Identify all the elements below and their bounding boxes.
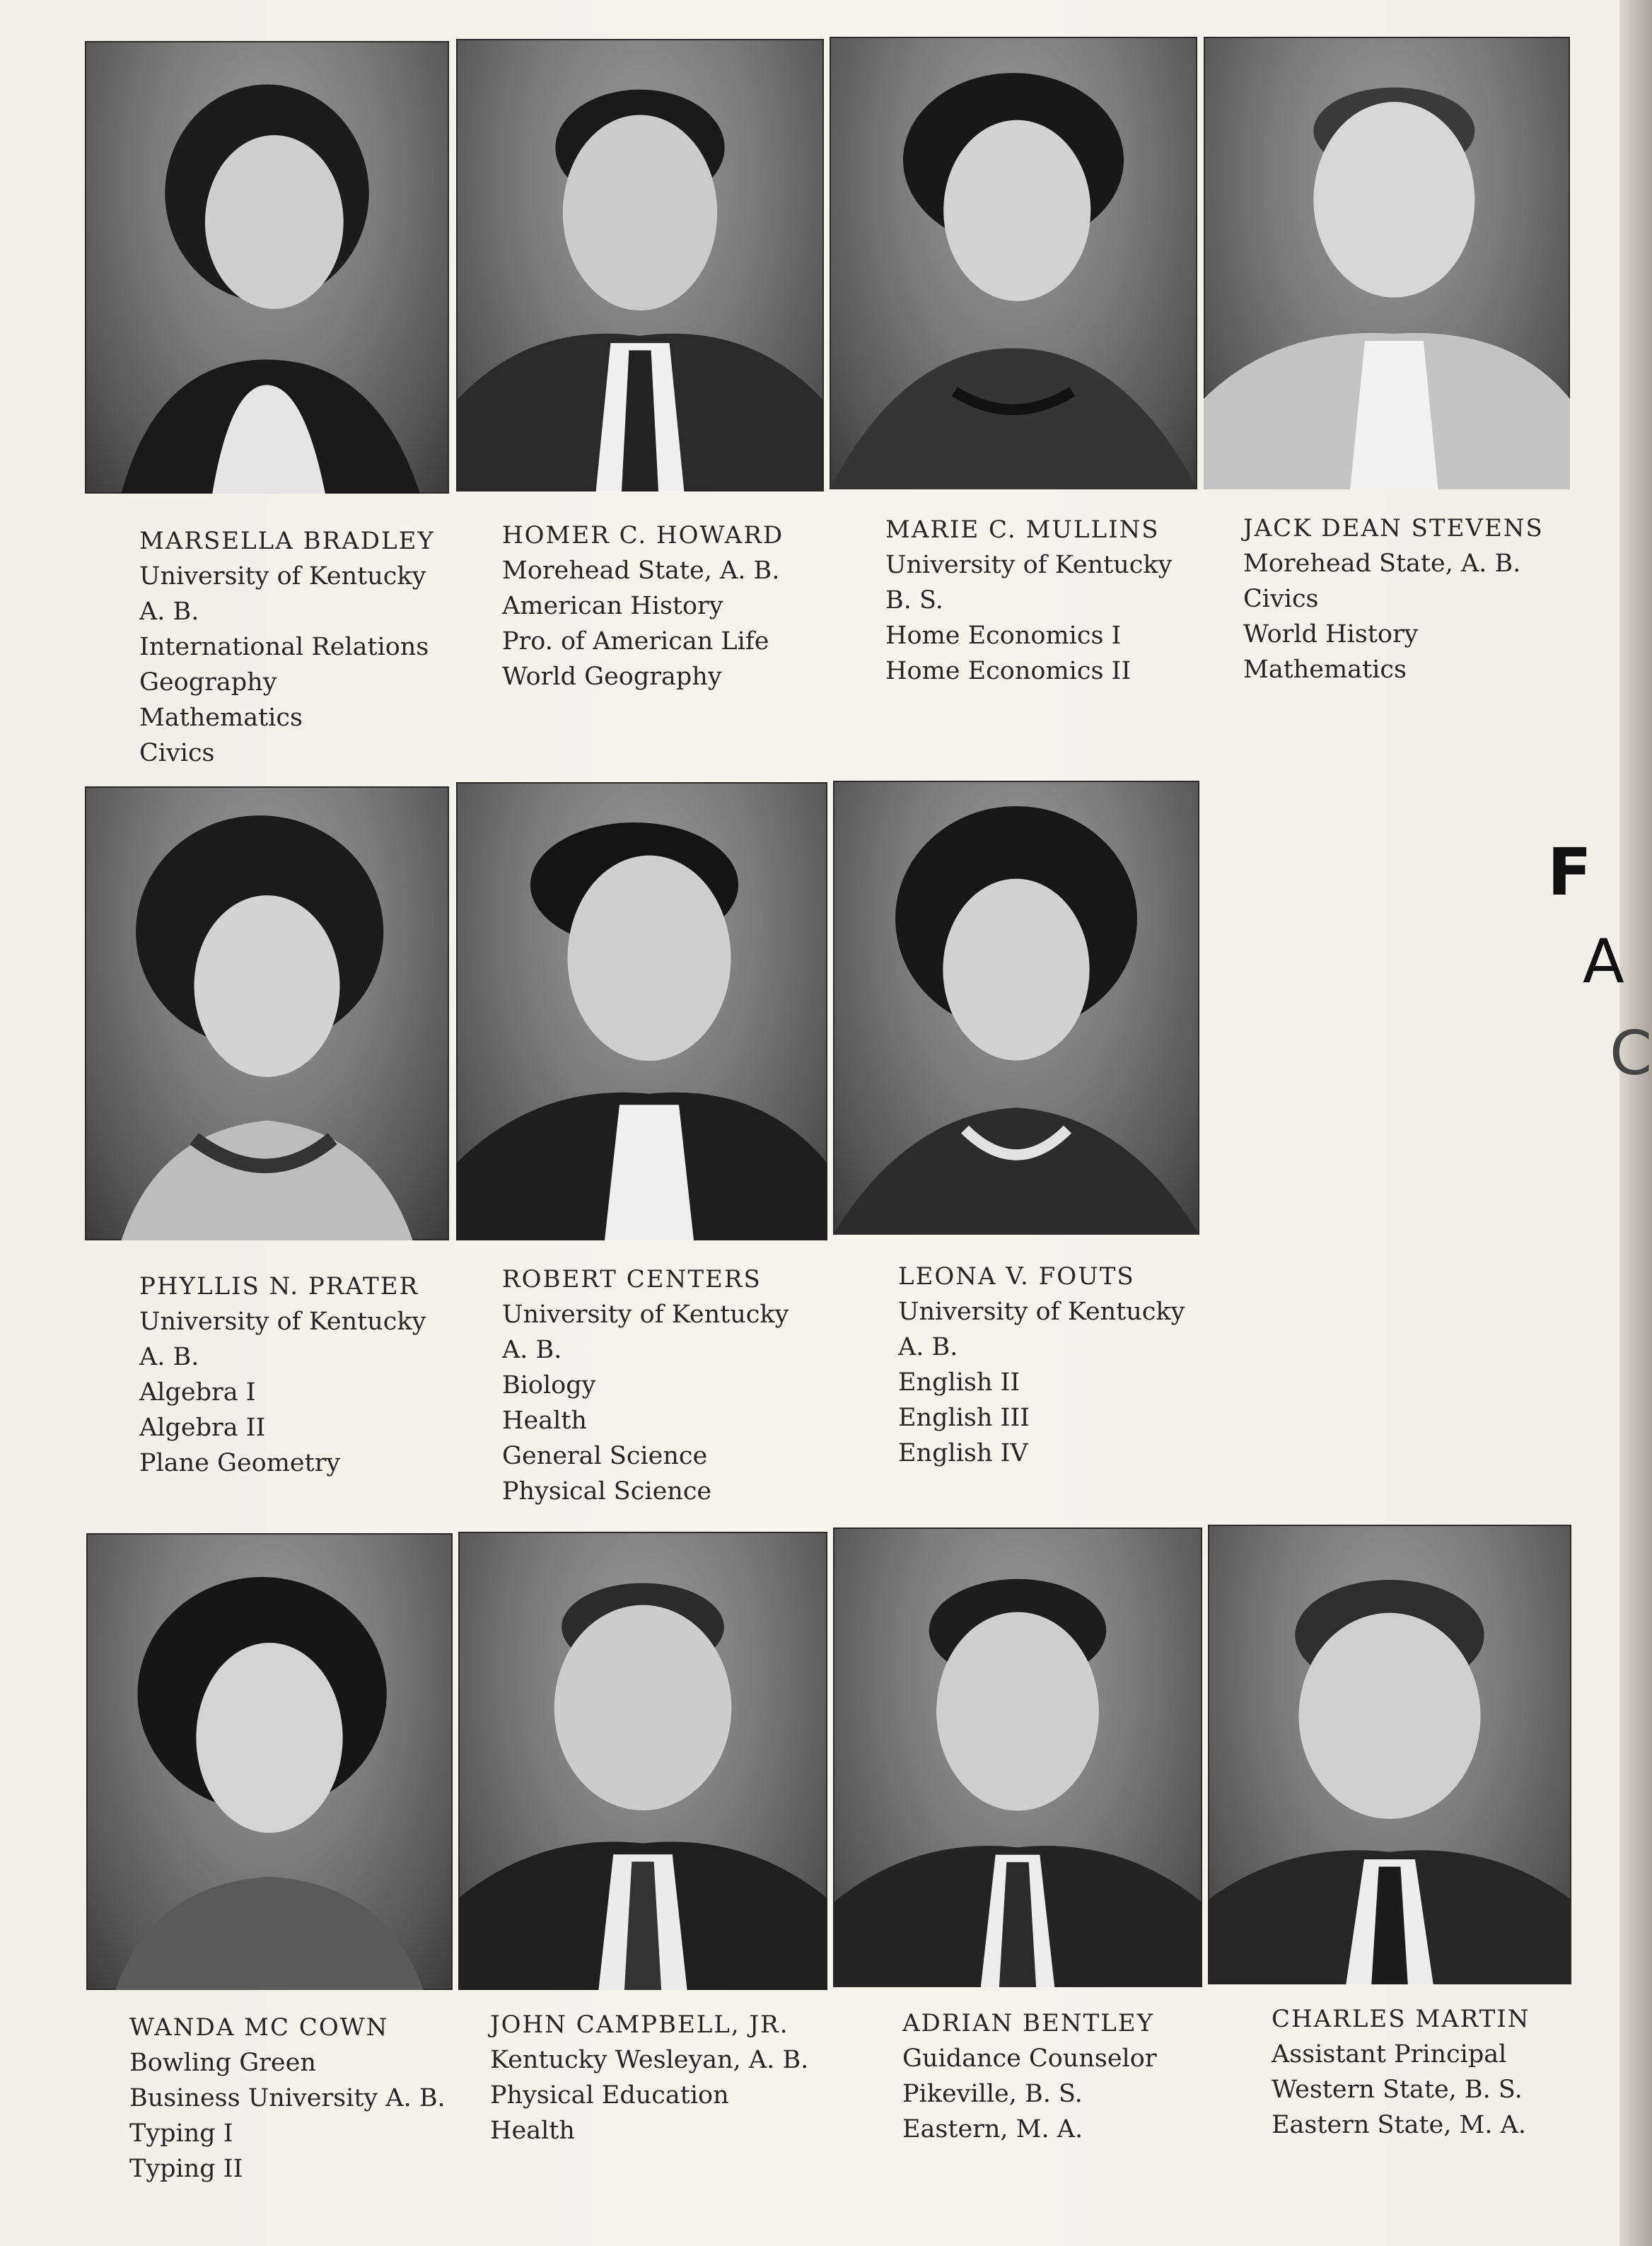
faculty-detail: General Science — [502, 1442, 708, 1470]
portrait-photo — [833, 1528, 1202, 1987]
faculty-detail: English II — [898, 1368, 1020, 1397]
faculty-detail: Physical Science — [502, 1477, 712, 1506]
faculty-name: ADRIAN BENTLEY — [902, 2009, 1155, 2037]
faculty-detail: Physical Education — [490, 2081, 729, 2110]
faculty-detail: Mathematics — [1243, 656, 1407, 684]
portrait-photo — [1208, 1525, 1571, 1984]
faculty-detail: A. B. — [898, 1333, 958, 1361]
faculty-name: MARIE C. MULLINS — [885, 516, 1160, 544]
faculty-name: MARSELLA BRADLEY — [139, 527, 435, 555]
faculty-detail: B. S. — [885, 586, 943, 615]
faculty-name: HOMER C. HOWARD — [502, 521, 784, 549]
portrait-photo — [458, 1532, 827, 1990]
portrait-photo — [85, 786, 449, 1240]
faculty-detail: Pikeville, B. S. — [902, 2080, 1083, 2108]
edge-letter-c: C — [1610, 1018, 1652, 1089]
faculty-detail: Assistant Principal — [1272, 2040, 1507, 2068]
faculty-detail: University of Kentucky — [502, 1301, 789, 1329]
faculty-detail: Algebra I — [139, 1378, 256, 1407]
edge-letter-a: A — [1583, 926, 1624, 997]
faculty-caption — [502, 1262, 789, 1509]
faculty-detail: A. B. — [139, 1343, 199, 1371]
faculty-detail: Kentucky Wesleyan, A. B. — [490, 2046, 809, 2074]
faculty-detail: Home Economics II — [885, 657, 1132, 685]
faculty-caption — [129, 2010, 446, 2187]
faculty-detail: English III — [898, 1404, 1030, 1432]
faculty-detail: Eastern State, M. A. — [1272, 2111, 1526, 2139]
faculty-caption — [1272, 2001, 1530, 2143]
faculty-detail: Home Economics I — [885, 622, 1122, 650]
faculty-caption — [139, 523, 435, 771]
faculty-detail: World History — [1243, 620, 1419, 648]
faculty-name: WANDA MC COWN — [129, 2013, 389, 2042]
portrait-photo — [86, 1533, 453, 1990]
faculty-name: JACK DEAN STEVENS — [1243, 514, 1544, 542]
faculty-detail: Algebra II — [139, 1414, 266, 1442]
faculty-detail: Western State, B. S. — [1272, 2076, 1523, 2104]
faculty-caption — [502, 518, 784, 694]
faculty-detail: A. B. — [502, 1336, 562, 1364]
faculty-detail: Health — [502, 1407, 587, 1435]
faculty-detail: Civics — [1243, 585, 1319, 613]
faculty-detail: Plane Geometry — [139, 1449, 341, 1477]
faculty-caption — [902, 2006, 1157, 2147]
faculty-detail: Geography — [139, 668, 277, 697]
portrait-photo — [833, 781, 1199, 1235]
faculty-name: CHARLES MARTIN — [1272, 2005, 1530, 2033]
faculty-name: LEONA V. FOUTS — [898, 1262, 1135, 1291]
faculty-detail: University of Kentucky — [139, 1308, 426, 1336]
faculty-name: PHYLLIS N. PRATER — [139, 1272, 419, 1301]
faculty-caption — [139, 1269, 426, 1481]
faculty-detail: Eastern, M. A. — [902, 2115, 1083, 2143]
faculty-detail: Typing I — [129, 2119, 233, 2148]
faculty-detail: Civics — [139, 739, 215, 767]
portrait-photo — [85, 41, 449, 494]
faculty-name: JOHN CAMPBELL, JR. — [490, 2011, 789, 2039]
faculty-detail: University of Kentucky — [139, 562, 426, 590]
faculty-name: ROBERT CENTERS — [502, 1265, 762, 1293]
faculty-detail: Morehead State, A. B. — [502, 557, 780, 585]
faculty-caption — [490, 2007, 808, 2148]
faculty-detail: Pro. of American Life — [502, 627, 769, 656]
faculty-detail: Mathematics — [139, 704, 303, 732]
portrait-photo — [456, 39, 824, 491]
faculty-detail: University of Kentucky — [898, 1298, 1185, 1326]
faculty-detail: Business University A. B. — [129, 2084, 446, 2112]
portrait-photo — [456, 782, 827, 1240]
faculty-detail: Health — [490, 2117, 575, 2145]
edge-letter-f: F — [1547, 834, 1592, 910]
faculty-detail: International Relations — [139, 633, 429, 661]
faculty-detail: Biology — [502, 1371, 596, 1400]
faculty-detail: World Geography — [502, 663, 722, 691]
faculty-detail: University of Kentucky — [885, 551, 1173, 579]
faculty-detail: English IV — [898, 1439, 1028, 1467]
faculty-detail: Typing II — [129, 2155, 243, 2183]
next-page-edge — [1619, 0, 1652, 2246]
faculty-detail: Morehead State, A. B. — [1243, 549, 1521, 578]
faculty-detail: A. B. — [139, 598, 199, 626]
faculty-caption — [885, 512, 1172, 689]
portrait-photo — [830, 37, 1197, 489]
faculty-caption — [898, 1259, 1185, 1471]
portrait-photo — [1204, 37, 1570, 489]
faculty-detail: American History — [502, 592, 723, 620]
faculty-caption — [1243, 511, 1544, 687]
faculty-detail: Guidance Counselor — [902, 2044, 1157, 2073]
faculty-detail: Bowling Green — [129, 2049, 316, 2077]
